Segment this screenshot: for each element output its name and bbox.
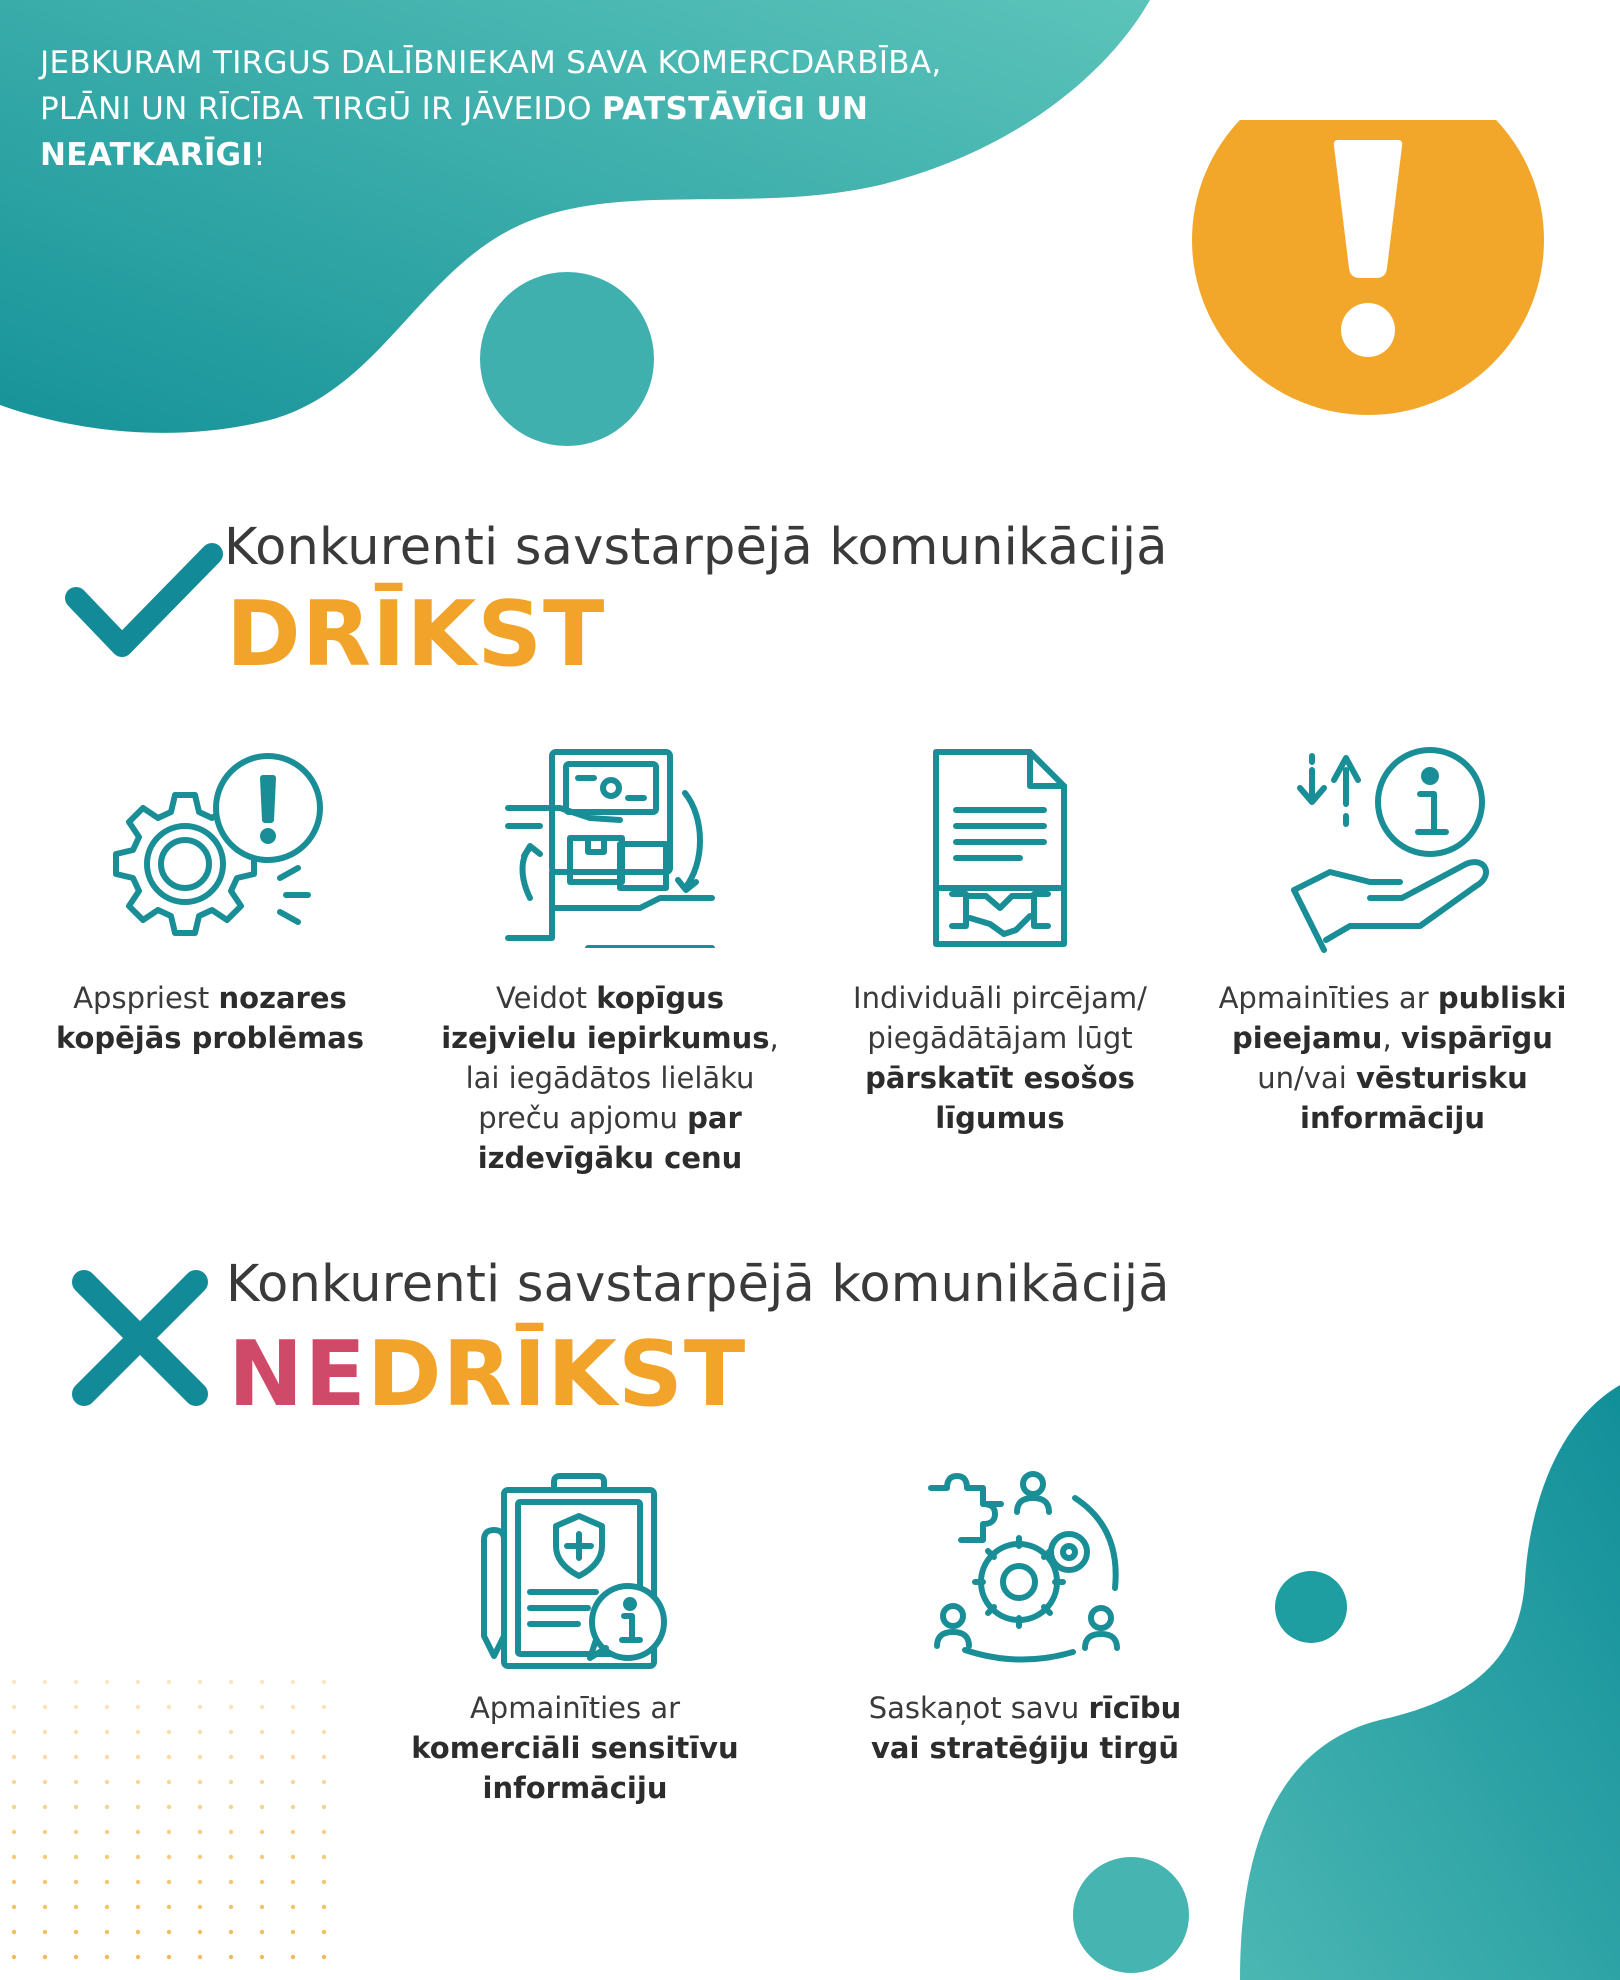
- allowed-caption-4: Apmainīties ar publiski pieejamu, vispārīgu un/vai vēsturisku informāciju: [1218, 981, 1567, 1135]
- cross-icon: [70, 1268, 210, 1412]
- check-icon: [64, 540, 224, 668]
- bottom-wave-shape: [1240, 1385, 1620, 1980]
- allowed-heading: Konkurenti savstarpējā komunikācijā: [224, 518, 1168, 577]
- allowed-caption-1: Apspriest nozares kopējās problēmas: [55, 981, 365, 1055]
- contract-handshake-icon: [930, 748, 1070, 948]
- info-exchange-icon: [1290, 740, 1500, 955]
- warning-icon: [1190, 120, 1546, 420]
- forbidden-word: NEDRĪKST: [228, 1322, 747, 1427]
- intro-text: JEBKURAM TIRGUS DALĪBNIEKAM SAVA KOMERCDARBĪBA, PLĀNI UN RĪCĪBA TIRGŪ IR JĀVEIDO PATSTĀVĪGI UN NEATKARĪGI!: [40, 45, 942, 173]
- allowed-caption-2: Veidot kopīgus izejvielu iepirkumus, lai iegādātos lielāku preču apjomu par izdevīgāku cenu: [441, 981, 779, 1175]
- joint-purchase-icon: [500, 748, 720, 948]
- allowed-word: DRĪKST: [226, 582, 606, 687]
- forbidden-caption-2: Saskaņot savu rīcību vai stratēģiju tirgū: [868, 1691, 1182, 1765]
- forbidden-heading: Konkurenti savstarpējā komunikācijā: [226, 1255, 1170, 1314]
- allowed-caption-3: Individuāli pircējam/ piegādātājam lūgt pārskatīt esošos līgumus: [853, 981, 1147, 1135]
- strategy-coordination-icon: [925, 1468, 1135, 1668]
- teal-dot-bottom-small: [1275, 1571, 1347, 1643]
- teal-dot-top: [480, 272, 654, 446]
- gear-alert-icon: [100, 750, 330, 960]
- forbidden-caption-1: Apmainīties ar komerciāli sensitīvu informāciju: [411, 1691, 739, 1805]
- dot-grid: [12, 1680, 326, 1959]
- teal-dot-bottom-large: [1073, 1857, 1189, 1973]
- sensitive-info-icon: [478, 1472, 678, 1672]
